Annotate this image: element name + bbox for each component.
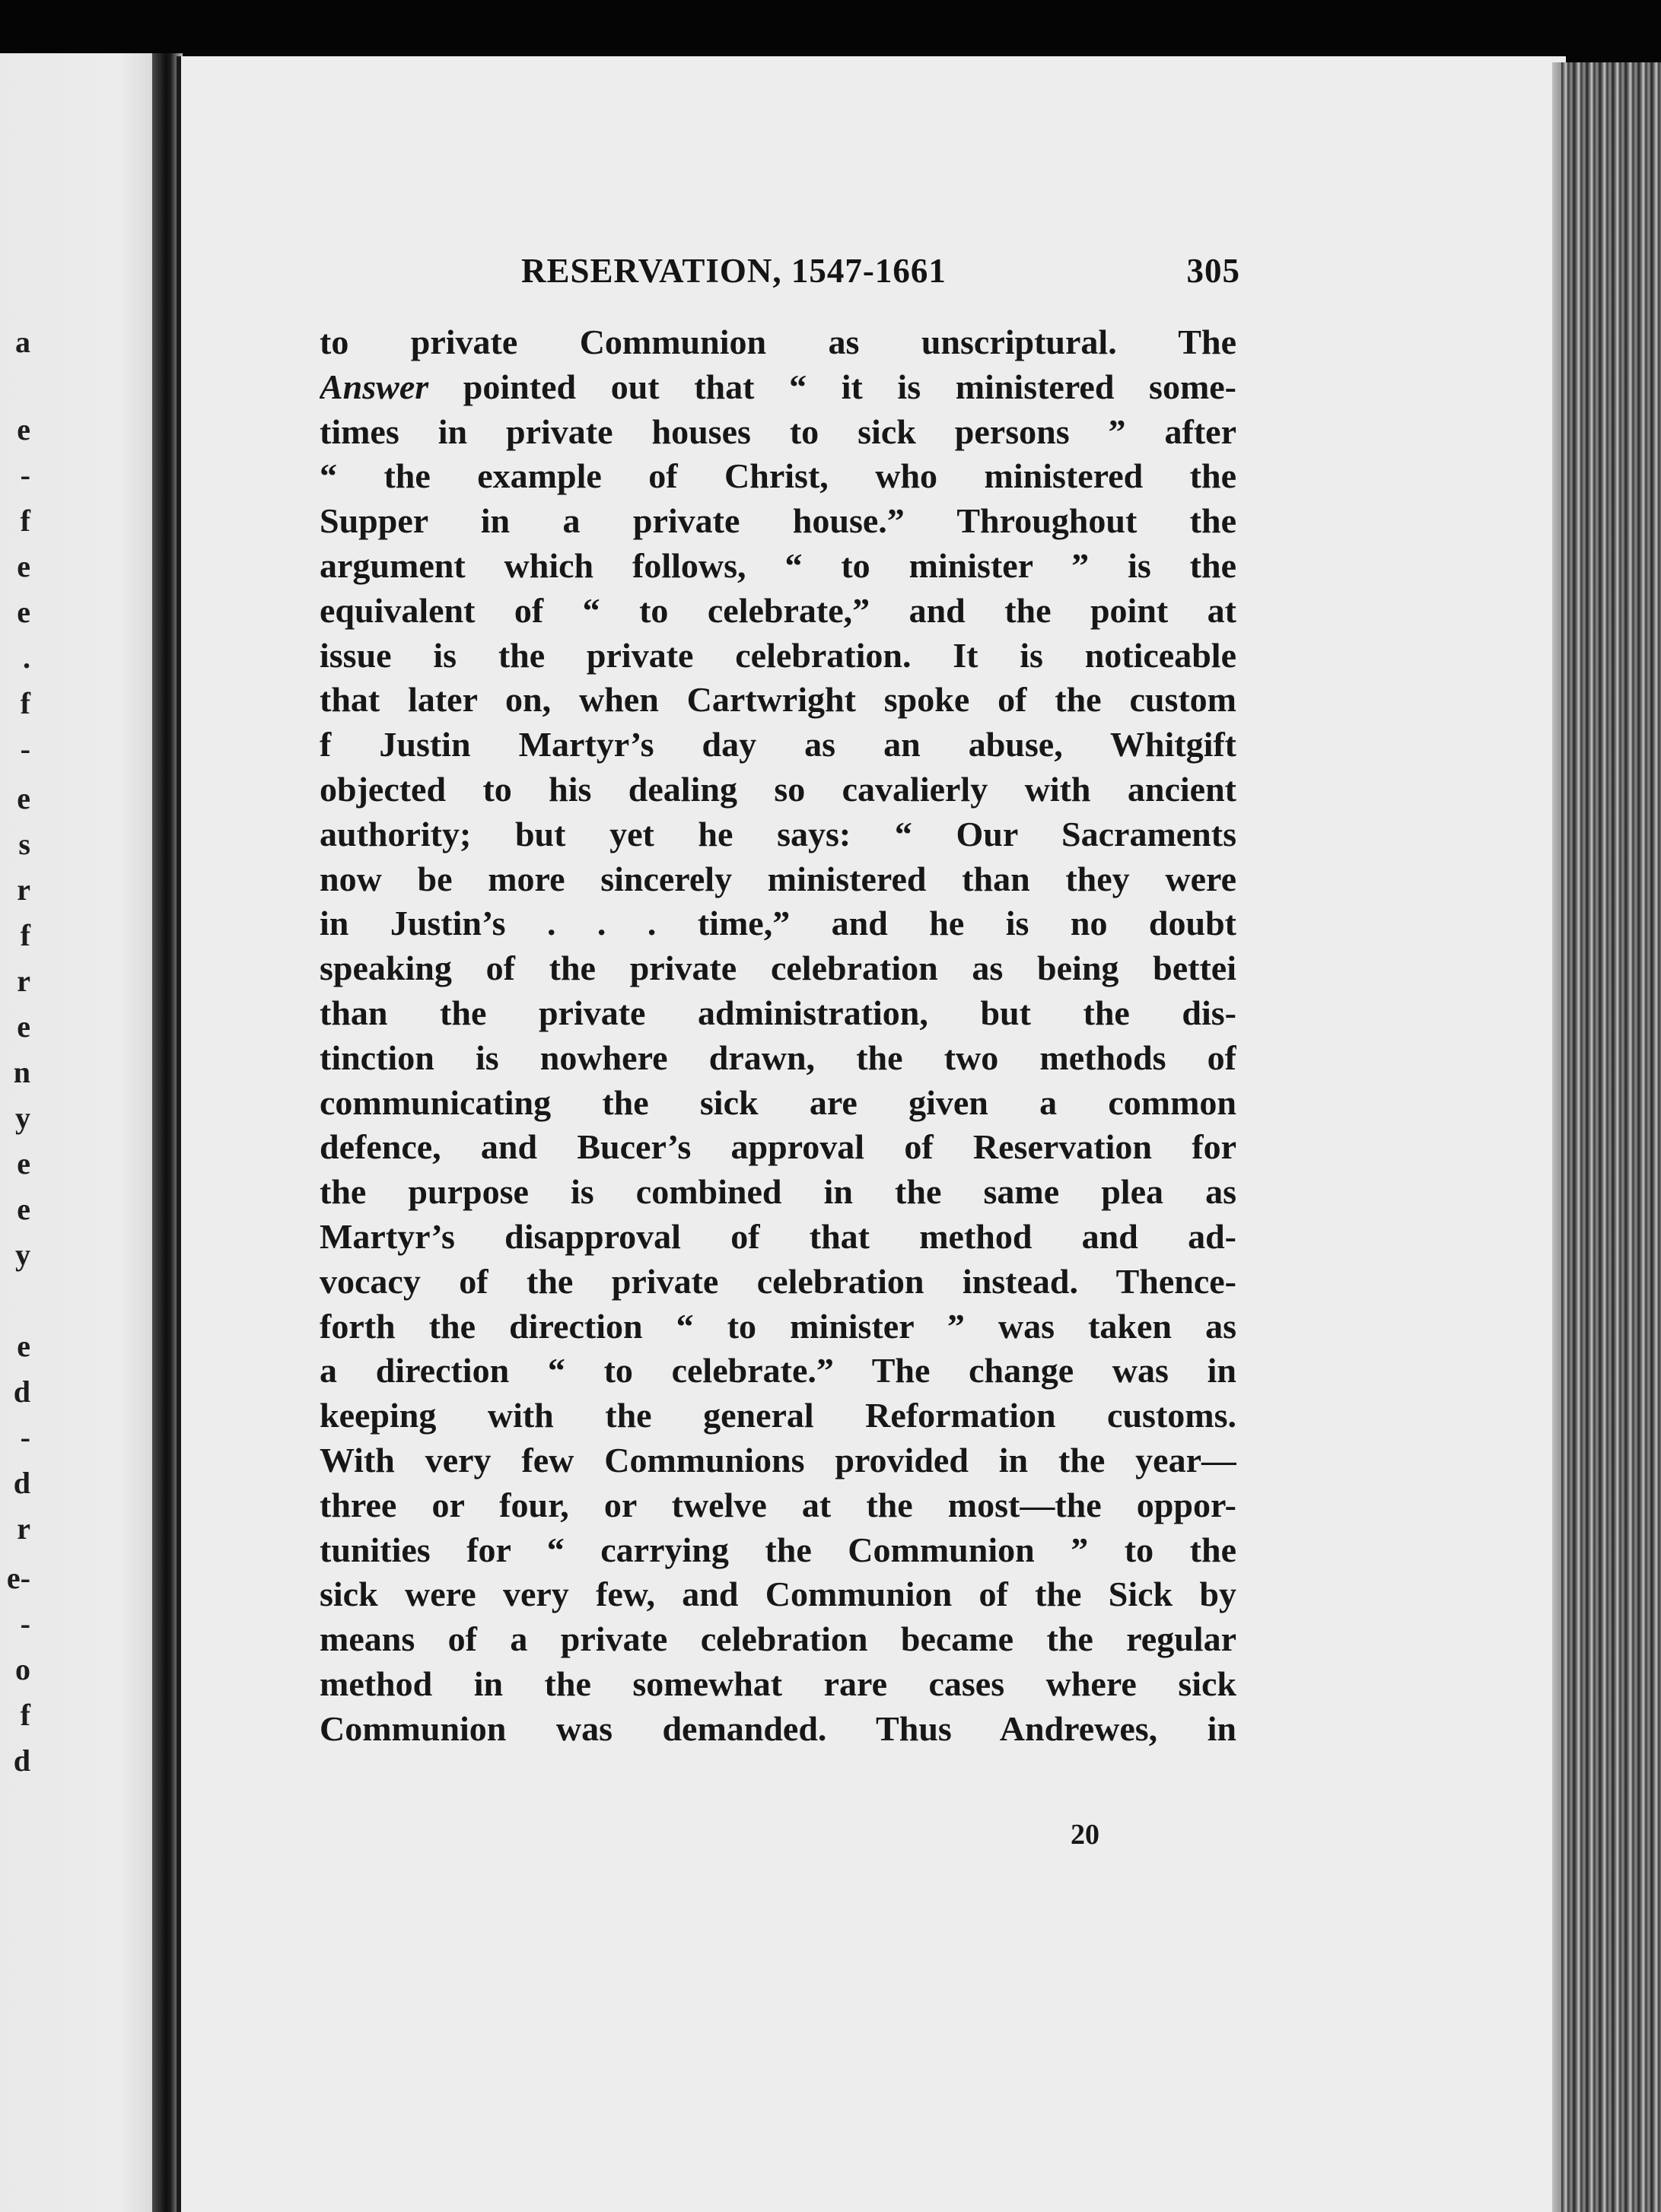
text-line: [320, 1483, 1236, 1528]
page-number: 305: [1186, 252, 1240, 290]
text-run: tinction is nowhere drawn, the two methods of: [320, 1038, 1236, 1077]
text-run: method in the somewhat rare cases where sick: [320, 1664, 1236, 1703]
text-line: [320, 499, 1236, 544]
text-line: [320, 1707, 1236, 1752]
text-run: than the private administration, but the dis-: [320, 993, 1236, 1032]
facing-page-edge: [0, 53, 172, 2212]
facing-page-fragment: e: [17, 781, 30, 815]
facing-page-fragment: d: [13, 1743, 30, 1778]
text-line: [320, 1617, 1236, 1662]
text-run: Martyr’s disapproval of that method and ad-: [320, 1216, 1236, 1256]
text-line: [320, 589, 1236, 634]
text-run: forth the direction “ to minister ” was taken as: [320, 1306, 1236, 1346]
text-run: times in private houses to sick persons ” after: [320, 412, 1236, 451]
text-run: defence, and Bucer’s approval of Reservation for: [320, 1127, 1236, 1167]
text-run: a direction “ to celebrate.” The change was in: [320, 1351, 1236, 1390]
facing-page-fragment: f: [20, 504, 30, 538]
text-line: [320, 1438, 1236, 1483]
text-run: sick were very few, and Communion of the Sick by: [320, 1575, 1236, 1614]
facing-page-fragment: r: [17, 964, 30, 998]
italic-run: Answer: [320, 367, 429, 406]
text-run: equivalent of “ to celebrate,” and the point at: [320, 590, 1236, 630]
text-line: [320, 1349, 1236, 1394]
text-run: the purpose is combined in the same plea as: [320, 1172, 1236, 1212]
book-fore-edge: [1561, 62, 1661, 2212]
text-line: [320, 1528, 1236, 1573]
text-run: argument which follows, “ to minister ” is the: [320, 545, 1236, 585]
text-run: communicating the sick are given a common: [320, 1082, 1236, 1122]
facing-page-fragment: -: [20, 1420, 30, 1454]
text-line: [320, 768, 1236, 812]
text-line: [320, 678, 1236, 723]
facing-page-fragment: e: [17, 1009, 30, 1044]
text-run: With very few Communions provided in the year—: [320, 1440, 1236, 1479]
facing-page-fragment: e: [17, 1192, 30, 1226]
text-run: speaking of the private celebration as being bettei: [320, 949, 1236, 988]
text-line: [320, 1036, 1236, 1081]
text-line: [320, 946, 1236, 991]
facing-page-fragment: a: [15, 325, 30, 359]
text-line: [320, 634, 1236, 679]
text-line: [320, 1170, 1236, 1215]
text-run: objected to his dealing so cavalierly with ancient: [320, 769, 1236, 809]
facing-page-fragment: f: [20, 918, 30, 952]
facing-page-fragment: y: [15, 1101, 30, 1135]
text-run: that later on, when Cartwright spoke of the custom: [320, 680, 1236, 720]
text-run: in Justin’s . . . time,” and he is no doubt: [320, 904, 1236, 943]
facing-page-fragment: d: [13, 1375, 30, 1409]
facing-page-text-fragments: [0, 53, 46, 2212]
text-line: [320, 1394, 1236, 1438]
text-line: [320, 1305, 1236, 1349]
facing-page-fragment: e: [17, 1146, 30, 1181]
facing-page-fragment: -: [20, 458, 30, 492]
text-line: [320, 723, 1236, 768]
facing-page-fragment: f: [20, 686, 30, 720]
facing-page-fragment: -: [20, 732, 30, 766]
text-line: [320, 991, 1236, 1036]
facing-page-fragment: r: [17, 1511, 30, 1546]
page-header: [323, 251, 1240, 295]
text-line: [320, 410, 1236, 455]
text-line: [320, 1081, 1236, 1126]
text-run: three or four, or twelve at the most—the oppor-: [320, 1485, 1236, 1524]
body-text: [320, 320, 1236, 1752]
facing-page-fragment: e: [17, 1329, 30, 1363]
text-line: [320, 365, 1236, 410]
facing-page-fragment: -: [20, 1607, 30, 1641]
facing-page-fragment: e: [17, 595, 30, 629]
facing-page-fragment: e: [17, 549, 30, 583]
facing-page-fragment: d: [13, 1466, 30, 1500]
facing-page-fragment: f: [20, 1698, 30, 1732]
text-line: [320, 1125, 1236, 1170]
text-line: [320, 1662, 1236, 1707]
text-line: [320, 857, 1236, 902]
running-head: RESERVATION, 1547-1661: [521, 252, 947, 290]
facing-page-fragment: y: [15, 1238, 30, 1272]
facing-page-fragment: .: [23, 640, 30, 675]
text-line: [320, 812, 1236, 857]
facing-page-fragment: e: [17, 412, 30, 447]
text-line: [320, 1215, 1236, 1260]
text-line: [320, 1260, 1236, 1305]
text-run: Supper in a private house.” Throughout the: [320, 501, 1236, 541]
facing-page-fragment: n: [13, 1055, 30, 1089]
facing-page-fragment: s: [18, 827, 30, 861]
text-line: [320, 901, 1236, 946]
text-run: “ the example of Christ, who ministered the: [320, 456, 1236, 496]
facing-page-fragment: o: [15, 1652, 30, 1686]
text-run: to private Communion as unscriptural. The: [320, 323, 1236, 361]
text-line: [320, 454, 1236, 499]
text-run: Communion was demanded. Thus Andrewes, in: [320, 1708, 1236, 1748]
text-run: tunities for “ carrying the Communion ” to the: [320, 1530, 1236, 1569]
text-run: pointed out that “ it is ministered some-: [428, 367, 1236, 406]
text-run: issue is the private celebration. It is noticeable: [320, 635, 1236, 675]
text-line: [320, 320, 1236, 365]
text-line: [320, 1572, 1236, 1617]
text-run: f Justin Martyr’s day as an abuse, Whitgift: [320, 725, 1236, 764]
text-line: [320, 544, 1236, 589]
facing-page-fragment: r: [17, 872, 30, 907]
text-run: means of a private celebration became the regular: [320, 1619, 1236, 1659]
text-run: vocacy of the private celebration instead. Thence-: [320, 1261, 1236, 1301]
text-run: now be more sincerely ministered than they were: [320, 859, 1236, 898]
text-run: authority; but yet he says: “ Our Sacraments: [320, 814, 1236, 853]
text-run: keeping with the general Reformation customs.: [320, 1396, 1236, 1435]
signature-mark: 20: [1071, 1819, 1099, 1851]
facing-page-fragment: e-: [6, 1561, 30, 1595]
